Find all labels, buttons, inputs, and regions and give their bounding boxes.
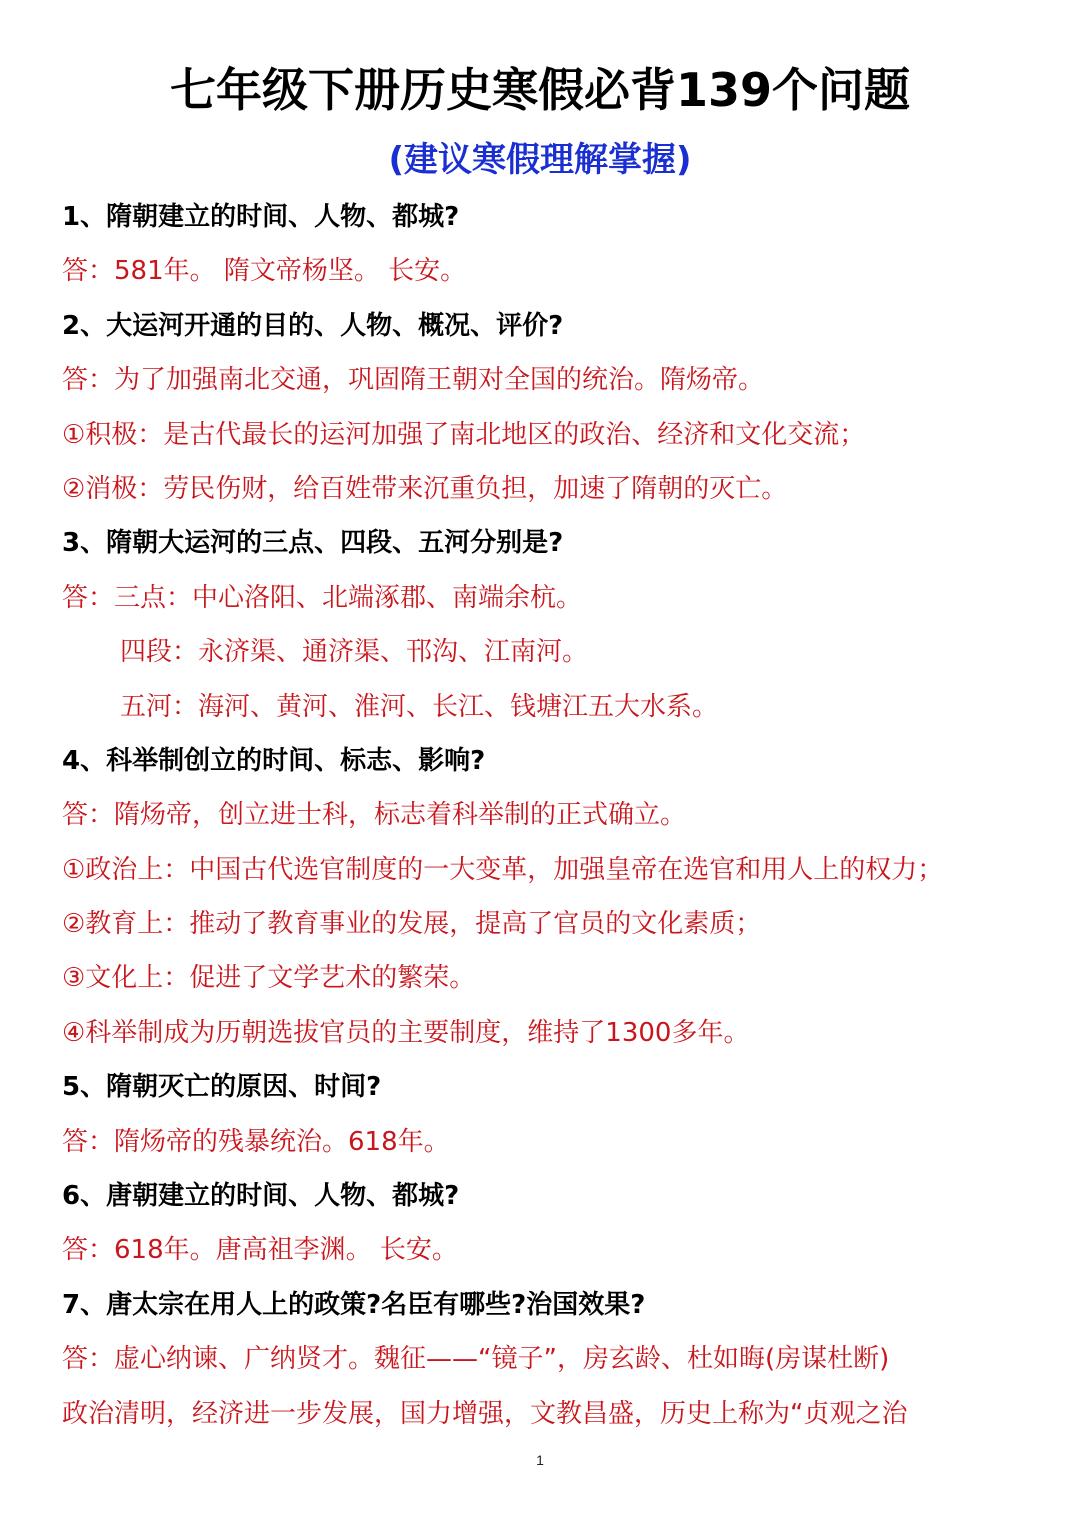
question-1: 1、隋朝建立的时间、人物、都城? (62, 202, 460, 232)
qa-list (62, 190, 1052, 1441)
page-number: 1 (536, 1452, 544, 1468)
answer-3-three-points: 答：三点：中心洛阳、北端涿郡、南端余杭。 (62, 582, 583, 613)
answer-2: 答：为了加强南北交通，巩固隋王朝对全国的统治。隋炀帝。 (62, 365, 765, 396)
answer-2-positive: ①积极：是古代最长的运河加强了南北地区的政治、经济和文化交流； (62, 419, 866, 450)
answer-4-duration: ④科举制成为历朝选拔官员的主要制度，维持了1300多年。 (62, 1017, 750, 1048)
answer-4: 答：隋炀帝，创立进士科，标志着科举制的正式确立。 (62, 800, 687, 831)
answer-4-education: ②教育上：推动了教育事业的发展，提高了官员的文化素质； (62, 909, 762, 940)
answer-4-culture: ③文化上：促进了文学艺术的繁荣。 (62, 963, 476, 994)
answer-5: 答：隋炀帝的残暴统治。618年。 (62, 1126, 450, 1157)
answer-1: 答：581年。 隋文帝杨坚。 长安。 (62, 256, 467, 287)
question-2: 2、大运河开通的目的、人物、概况、评价? (62, 310, 564, 341)
question-4: 4、科举制创立的时间、标志、影响? (62, 745, 486, 776)
answer-2-negative: ②消极：劳民伤财，给百姓带来沉重负担，加速了隋朝的灭亡。 (62, 473, 788, 504)
answer-7: 答：虚心纳谏、广纳贤才。魏征——“镜子”，房玄龄、杜如晦(房谋杜断) (62, 1344, 890, 1375)
question-6: 6、唐朝建立的时间、人物、都城? (62, 1181, 460, 1212)
page-subtitle: (建议寒假理解掌握) (388, 140, 692, 180)
answer-7-effect: 政治清明，经济进一步发展，国力增强，文教昌盛，历史上称为“贞观之治 (62, 1398, 908, 1429)
question-7: 7、唐太宗在用人上的政策?名臣有哪些?治国效果? (62, 1289, 646, 1320)
answer-4-politics: ①政治上：中国古代选官制度的一大变革，加强皇帝在选官和用人上的权力； (62, 854, 944, 885)
page-title: 七年级下册历史寒假必背139个问题 (169, 63, 911, 117)
answer-3-four-sections: 四段：永济渠、通济渠、邗沟、江南河。 (120, 637, 589, 668)
question-3: 3、隋朝大运河的三点、四段、五河分别是? (62, 528, 564, 559)
answer-3-five-rivers: 五河：海河、黄河、淮河、长江、钱塘江五大水系。 (120, 691, 719, 722)
question-5: 5、隋朝灭亡的原因、时间? (62, 1072, 382, 1103)
answer-6: 答：618年。唐高祖李渊。 长安。 (62, 1235, 458, 1266)
